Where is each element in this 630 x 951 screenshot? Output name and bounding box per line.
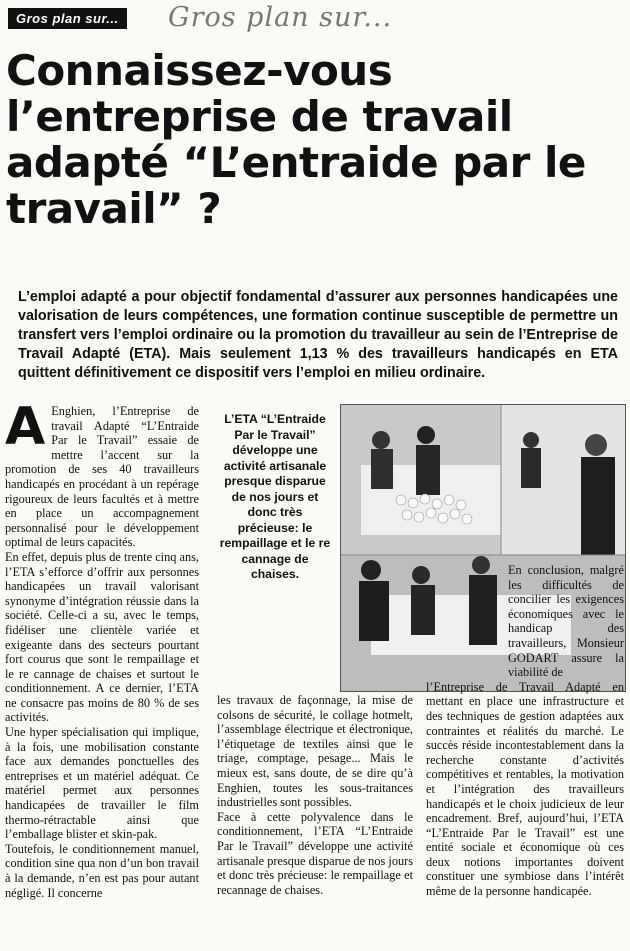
body-paragraph-1: Enghien, l’Entreprise de travail Adapté “L’Entraide Par le Travail” essaie de mettre l’accent sur la promotion de ses 40 travailleurs handicapés en procédant à un repérage rigoureux de leurs facultés et à mettre en place un accompagnement personnalisé pour le développement optimal de leurs capacités. — [5, 404, 199, 550]
body-paragraph-4: Toutefois, le conditionnement manuel, condition sine qua non d’un bon travail à la demande, n’en est pas pour autant négligé. Il concerne — [5, 841, 199, 900]
body-paragraph-3: Une hyper spécialisation qui implique, à la fois, une mobilisation constante face aux demandes ponctuelles des entreprises et un matériel adéquat. Ce matériel permet aux personnes handicapées de travailler le film thermo-rétractable ainsi que l’emballage blister et skin-pak. — [5, 725, 199, 842]
kicker-row — [8, 2, 622, 33]
body-paragraph-6: Face à cette polyvalence dans le conditionnement, l’ETA “L’Entraide Par le Travail” développe une activité artisanale presque disparue de nos jours et donc très précieuse: le rempaillage et recannage de chaises. — [217, 809, 413, 897]
article-column-1 — [5, 404, 199, 946]
article-column-2 — [217, 693, 413, 947]
kicker-ghost-title: Gros plan sur... — [168, 2, 393, 33]
article-column-3 — [426, 563, 624, 947]
body-paragraph-7: En conclusion, malgré les difficultés de concilier les exigences économiques avec le handicap des travailleurs, Monsieur GODART assure la viabilité de — [508, 563, 624, 680]
photo-caption: L’ETA “L’Entraide Par le Travail” développe une activité artisanale presque disparue de nos jours et donc très précieuse: le rempaillage et le re cannage de chaises. — [219, 412, 331, 581]
kicker-badge: Gros plan sur... — [8, 8, 127, 29]
body-paragraph-2: En effet, depuis plus de trente cinq ans, l’ETA s’efforce d’offrir aux personnes handicapées un travail valorisant synonyme d’intégration réussie dans la société. Celle-ci a su, avec le temps, fidéliser une clientèle variée et exigeante dans des secteurs pourtant fort courus que sont le rempaillage et le re cannage de chaises et surtout le conditionnement. A ce dernier, l’ETA ne consacre pas moins de 80 % de ses activités. — [5, 549, 199, 725]
intro-paragraph: L’emploi adapté a pour objectif fondamental d’assurer aux personnes handicapées une valorisation de leurs compétences, une formation continue susceptible de permettre un transfert vers l’emploi ordinaire ou la promotion du travailleur au sein de l’Entreprise de Travail Adapté (ETA). Mais seulement 1,13 % des travailleurs handicapés en ETA quittent définitivement ce dispositif vers l’emploi en milieu ordinaire. — [18, 289, 618, 381]
drop-cap: A — [5, 404, 46, 457]
body-paragraph-8: l’Entreprise de Travail Adapté en mettant en place une infrastructure et des techniques de gestion adaptées aux contraintes et réalités du marché. Le succès réside incontestablement dans la recherche constante d’activités compétitives et rentables, la motivation et l’intégration des travailleurs handicapés et le choix judicieux de leur encadrement. Bref, aujourd’hui, l’ETA “L’Entraide Par le Travail” est une entité sociale et économique où ces deux notions importantes doivent constituer une symbiose dans l’intérêt même de la personne handicapée. — [426, 679, 624, 899]
body-paragraph-5: les travaux de façonnage, la mise de colsons de sécurité, le collage hotmelt, l’assemblage électrique et électronique, l’étiquetage de textiles ainsi que le triage, comptage, pesage... Mais le mieux est, sans doute, de se dire qu’à Enghien, toutes les sous-traitances industrielles sont possibles. — [217, 693, 413, 810]
headline: Connaissez-vous l’entreprise de travail adapté “L’entraide par le travail” ? — [6, 46, 586, 233]
